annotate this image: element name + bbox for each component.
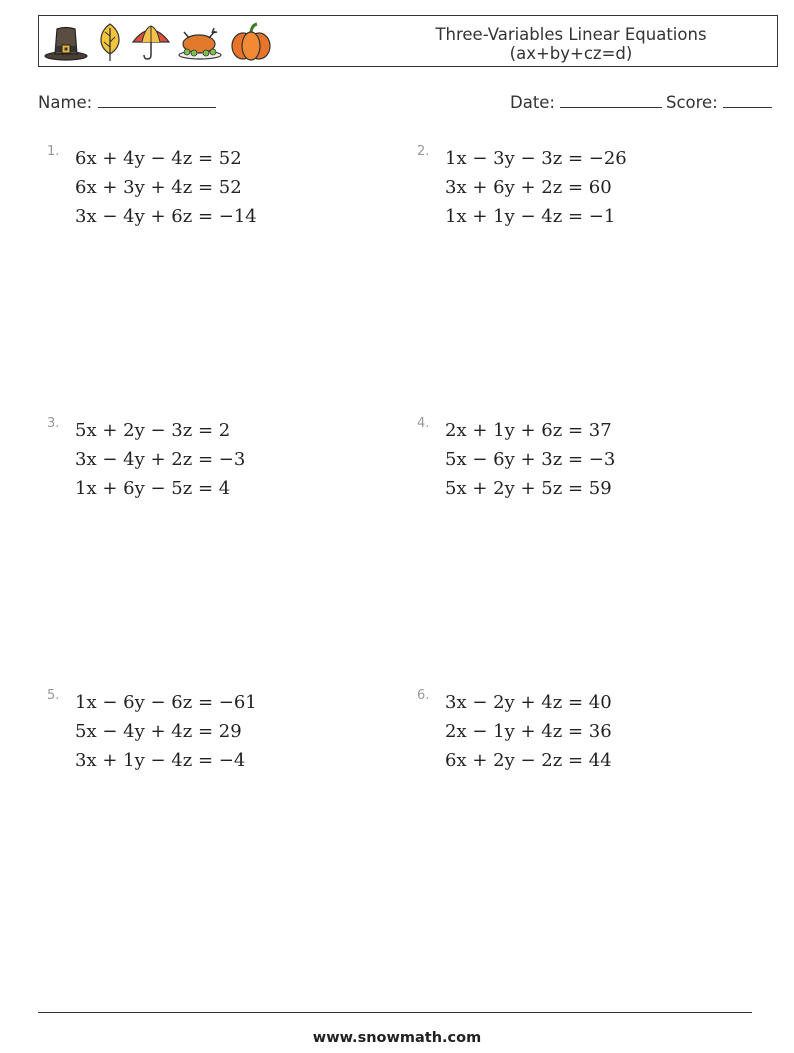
problem-4 xyxy=(417,416,757,516)
footer-website[interactable]: www.snowmath.com xyxy=(312,1030,482,1046)
problem-number: 1. xyxy=(47,144,60,159)
name-label: Name: xyxy=(38,93,93,112)
equation-row: 3x − 4y + 2z = −3 xyxy=(75,449,246,470)
equation-row: 5x − 6y + 3z = −3 xyxy=(445,449,616,470)
equation-row: 6x + 4y − 4z = 52 xyxy=(75,148,242,169)
problem-number: 4. xyxy=(417,416,430,431)
equation-row: 5x − 4y + 4z = 29 xyxy=(75,721,242,742)
name-blank[interactable] xyxy=(98,93,216,108)
score-blank[interactable] xyxy=(723,93,772,108)
date-field[interactable] xyxy=(510,93,662,112)
equation-row: 5x + 2y − 3z = 2 xyxy=(75,420,231,441)
problem-6 xyxy=(417,688,757,788)
equation-row: 3x + 6y + 2z = 60 xyxy=(445,177,612,198)
date-label: Date: xyxy=(510,93,555,112)
equation-row: 6x + 3y + 4z = 52 xyxy=(75,177,242,198)
score-field[interactable] xyxy=(666,93,772,112)
equation-system xyxy=(445,144,628,231)
problem-number: 2. xyxy=(417,144,430,159)
date-blank[interactable] xyxy=(560,93,662,108)
title-block xyxy=(421,25,721,63)
equation-system xyxy=(445,688,628,775)
equation-row: 2x + 1y + 6z = 37 xyxy=(445,420,612,441)
pilgrim-hat-icon xyxy=(43,23,89,61)
problem-number: 3. xyxy=(47,416,60,431)
footer-divider xyxy=(38,1012,752,1013)
pumpkin-icon xyxy=(229,22,273,62)
equation-row: 1x − 6y − 6z = −61 xyxy=(75,692,257,713)
worksheet-header xyxy=(38,15,778,67)
decorative-icons xyxy=(43,21,273,63)
equation-row: 3x − 4y + 6z = −14 xyxy=(75,206,257,227)
name-field[interactable] xyxy=(38,93,216,112)
equation-row: 3x − 2y + 4z = 40 xyxy=(445,692,612,713)
equation-system xyxy=(75,144,258,231)
roast-turkey-icon xyxy=(177,23,223,61)
leaf-icon xyxy=(95,22,125,62)
equation-row: 2x − 1y + 4z = 36 xyxy=(445,721,612,742)
equation-row: 5x + 2y + 5z = 59 xyxy=(445,478,612,499)
score-label: Score: xyxy=(666,93,718,112)
equation-system xyxy=(75,688,258,775)
problem-1 xyxy=(47,144,387,244)
equation-system xyxy=(445,416,628,503)
problem-5 xyxy=(47,688,387,788)
umbrella-icon xyxy=(131,22,171,62)
problem-number: 6. xyxy=(417,688,430,703)
problem-3 xyxy=(47,416,387,516)
equation-row: 3x + 1y − 4z = −4 xyxy=(75,750,246,771)
equation-system xyxy=(75,416,258,503)
problem-number: 5. xyxy=(47,688,60,703)
equation-row: 1x + 1y − 4z = −1 xyxy=(445,206,616,227)
problem-2 xyxy=(417,144,757,244)
worksheet-subtitle: (ax+by+cz=d) xyxy=(509,44,633,63)
equation-row: 6x + 2y − 2z = 44 xyxy=(445,750,612,771)
worksheet-title: Three-Variables Linear Equations xyxy=(435,25,707,44)
equation-row: 1x + 6y − 5z = 4 xyxy=(75,478,231,499)
equation-row: 1x − 3y − 3z = −26 xyxy=(445,148,627,169)
